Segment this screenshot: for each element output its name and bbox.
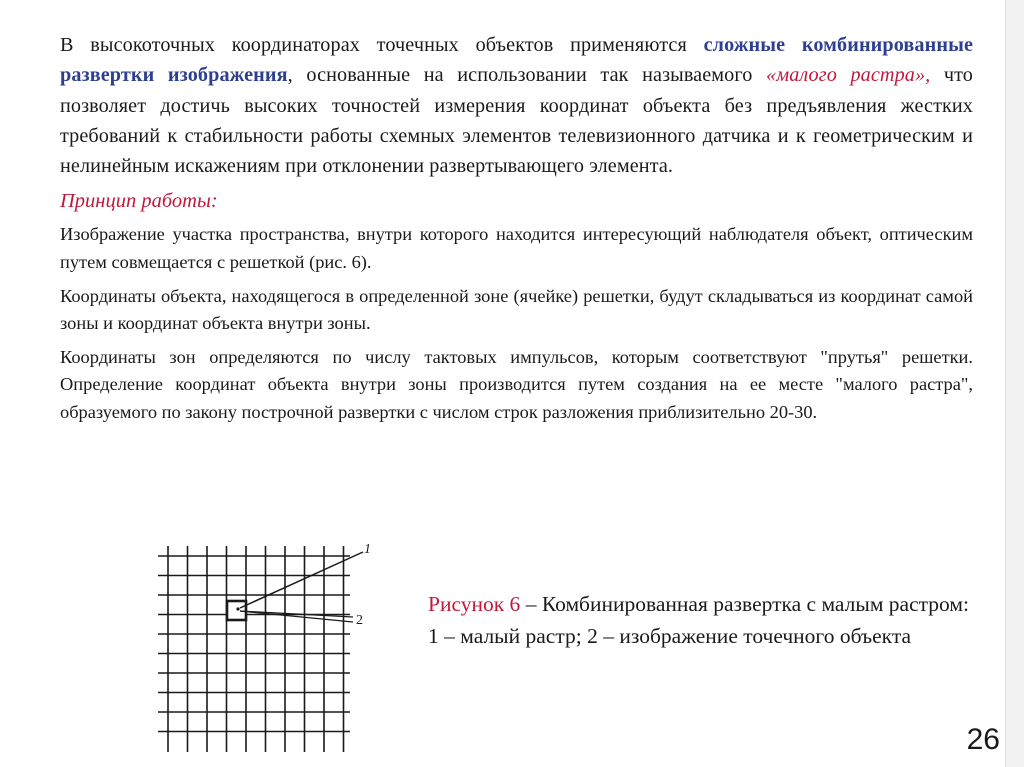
principle-heading: Принцип работы:: [60, 190, 218, 213]
right-edge-strip: [1005, 0, 1024, 767]
paragraph-2: Координаты объекта, находящегося в определенной зоне (ячейке) решетки, будут складываться из координат самой зоны и координат объекта внутри зоны.: [60, 285, 973, 334]
leader-line-1: [240, 552, 363, 608]
caption-text: – Комбинированная развертка с малым растром: 1 – малый растр; 2 – изображение точечного объекта: [428, 592, 969, 648]
text-content: [60, 30, 973, 433]
figure-grid-diagram: [150, 538, 390, 758]
point-object: [236, 607, 239, 610]
figure-label-1: 1: [364, 542, 371, 557]
figure-label-2: 2: [356, 613, 363, 628]
intro-paragraph: [60, 30, 973, 181]
page-number: 26: [966, 723, 1000, 756]
intro-text-3: что позволяет достичь высоких точностей измерения координат объекта без предъявления жестких требований к стабильности работы схемных элементов телевизионного датчика и к геометрическим и нелинейным искажениям при отклонении развертывающего элемента.: [60, 64, 973, 178]
figure-caption: [428, 588, 969, 652]
paragraph-3: Координаты зон определяются по числу тактовых импульсов, которым соответствуют "прутья" решетки. Определение координат объекта внутри зоны производится путем создания на ее месте "малого растра", образуемого по закону построчной развертки с числом строк разложения приблизительно 20-30.: [60, 346, 973, 423]
grid-lines: [158, 546, 350, 752]
small-raster-box: [227, 601, 246, 620]
grid-diagram-svg: [150, 538, 390, 758]
intro-text-2: , основанные на использовании так называемого: [287, 64, 767, 87]
intro-highlight-small-raster: «малого растра»,: [766, 64, 931, 87]
paragraph-1: Изображение участка пространства, внутри которого находится интересующий наблюдателя объект, оптическим путем совмещается с решеткой (рис. 6).: [60, 224, 973, 273]
intro-text-1: В высокоточных координаторах точечных объектов применяются: [60, 34, 704, 56]
caption-prefix: Рисунок 6: [428, 592, 521, 616]
intro-highlight-complex-scan: сложные комбинированные развертки изображения: [60, 34, 974, 87]
